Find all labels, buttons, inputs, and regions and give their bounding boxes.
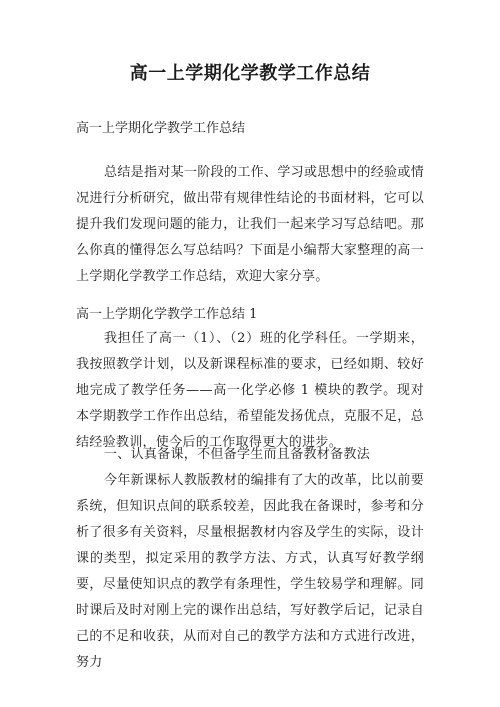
document-title: 高一上学期化学教学工作总结 xyxy=(129,63,371,84)
subheading-1: 一、认真备课，不但备学生而且备教材备教法 xyxy=(104,447,371,462)
section-heading: 高一上学期化学教学工作总结 1 xyxy=(76,307,258,322)
intro-paragraph: 总结是指对某一阶段的工作、学习或思想中的经验或情况进行分析研究，做出带有规律性结论的书面材料，它可以提升我们发现问题的能力，让我们一起来学习写总结吧。那么你真的懂得怎么写总结吗？下面是小编帮大家整理的高一上学期化学教学工作总结，欢迎大家分享。 xyxy=(76,165,424,284)
document-subtitle: 高一上学期化学教学工作总结 xyxy=(76,121,246,136)
body-paragraph-2: 今年新课标人教版教材的编排有了大的改革，比以前要系统，但知识点间的联系较差，因此我在备课时，参考和分析了很多有关资料，尽量根据教材内容及学生的实际，设计课的类型，拟定采用的教学方法、方式，认真写好教学纲要，尽量使知识点的教学有条理性，学生较易学和理解。同时课后及时对刚上完的课作出总结，写好教学后记，记录自己的不足和收获，从而对自己的教学方法和方式进行改进，努力 xyxy=(76,473,424,670)
body-paragraph-1: 我担任了高一（1）、（2）班的化学科任。一学期来，我按照教学计划，以及新课程标准的要求，已经如期、较好地完成了教学任务——高一化学必修 1 模块的教学。现对本学期教学工作作出总结，希望能发扬优点，克服不足，总结经验教训，使今后的工作取得更大的进步。 xyxy=(76,331,424,450)
